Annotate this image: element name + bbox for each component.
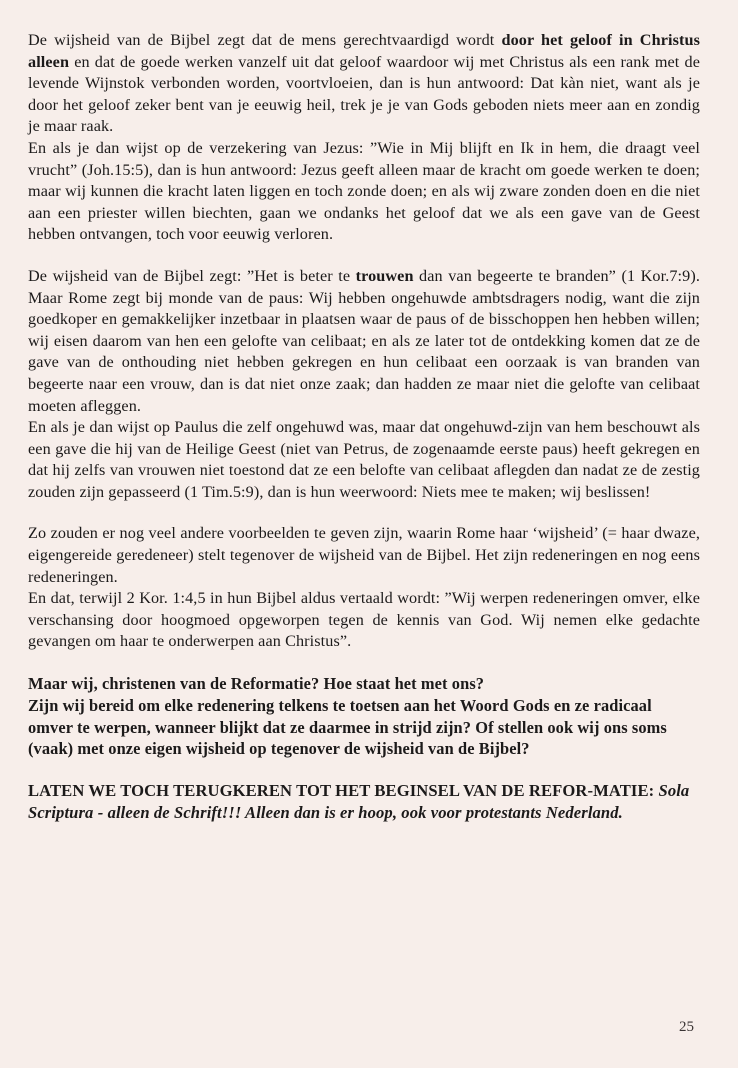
para6-run1: En dat, terwijl 2 Kor. 1:4,5 in hun Bijbel aldus vertaald wordt: ”Wij werpen redeneringen omver, elke verschansing door hoogmoed opgeworpen tegen de kennis van God. Wij nemen elke gedachte gevangen om haar te onderwerpen aan Christus”. (28, 589, 700, 651)
para1-run3: en dat de goede werken vanzelf uit dat geloof waardoor wij met Christus als een rank met de levende Wijnstok verbonden worden, voortvloeien, dan is hun antwoord: Dat kàn niet, want als je door het geloof zeker bent van je eeuwig heil, trek je je van Gods geboden niets meer aan en zondig je maar raak. (28, 52, 700, 136)
paragraph-4 (28, 417, 700, 503)
para5-run1: Zo zouden er nog veel andere voorbeelden te geven zijn, waarin Rome haar ‘wijsheid’ (= haar dwaze, eigengereide geredeneer) stelt tegenover de wijsheid van de Bijbel. Het zijn redeneringen en nog eens redeneringen. (28, 524, 700, 586)
text-column (28, 30, 700, 824)
paragraph-2 (28, 138, 700, 246)
paragraph-5 (28, 523, 700, 588)
para4-run1: En als je dan wijst op Paulus die zelf ongehuwd was, maar dat ongehuwd-zijn van hem beschouwt als een gave die hij van de Heilige Geest (niet van Petrus, de zogenaamde eerste paus) heeft gekregen en dat hij zelfs van vrouwen niet toestond dat ze een belofte van celibaat aflegden dan nadat ze de zestig zouden zijn gepasseerd (1 Tim.5:9), dan is hun weerwoord: Niets mee te maken; wij beslissen! (28, 418, 700, 501)
paragraph-3 (28, 266, 700, 417)
closing-italic: Sola Scriptura - alleen de Schrift!!! Alleen dan is er hoop, ook voor protestants Nederland. (28, 781, 690, 823)
paragraph-spacer-1 (28, 246, 700, 266)
para3-run2-bold: trouwen (355, 266, 414, 285)
paragraph-1 (28, 30, 700, 138)
para2-run1: En als je dan wijst op de verzekering van Jezus: ”Wie in Mij blijft en Ik in hem, die draagt veel vrucht” (Joh.15:5), dan is hun antwoord: Jezus geeft alleen maar de kracht om goede werken te doen; maar wij kunnen die kracht laten liggen en toch zonde doen; en als wij zware zonden doen en die niet aan een priester willen biechten, gaan we ondanks het geloof dat we als een gave van de Geest hebben ontvangen, toch voor eeuwig verloren. (28, 138, 700, 244)
bold-challenge: Zijn wij bereid om elke redenering telkens te toetsen aan het Woord Gods en ze radicaal omver te werpen, wanneer blijkt dat ze daarmee in strijd zijn? Of stellen ook wij ons soms (vaak) met onze eigen wijsheid op tegenover de wijsheid van de Bijbel? (28, 695, 667, 759)
bold-question: Maar wij, christenen van de Reformatie? Hoe staat het met ons? (28, 674, 485, 694)
para1-run1: De wijsheid van de Bijbel zegt dat de mens gerechtvaardigd wordt (28, 31, 502, 49)
para3-run3: dan van begeerte te branden” (1 Kor.7:9). Maar Rome zegt bij monde van de paus: Wij hebben ongehuwde ambtsdragers nodig, want die zijn goedkoper en gemakkelijker inzetbaar in plaatsen waar de paus of de bisschoppen hen hebben willen; wij eisen daarom van hen een gelofte van celibaat; en als ze later tot de ontdekking komen dat ze de gave van de onthouding niet hebben gekregen en hun celibaat een oorzaak is van branden van begeerte naar een vrouw, dan is dat niet onze zaak; dan hadden ze maar niet die gelofte van celibaat moeten afleggen. (28, 266, 700, 415)
paragraph-spacer-4 (28, 760, 700, 780)
closing-statement (28, 780, 700, 824)
para3-run1: De wijsheid van de Bijbel zegt: ”Het is beter te (28, 266, 356, 285)
closing-lead: LATEN WE TOCH TERUGKEREN TOT HET BEGINSEL VAN DE REFOR-MATIE: (28, 781, 655, 801)
para1-run2-bold: door het geloof in Christus alleen (28, 31, 700, 71)
paragraph-spacer-3 (28, 653, 700, 673)
page-number: 25 (679, 1019, 694, 1035)
paragraph-6 (28, 588, 700, 653)
paragraph-spacer-2 (28, 503, 700, 523)
